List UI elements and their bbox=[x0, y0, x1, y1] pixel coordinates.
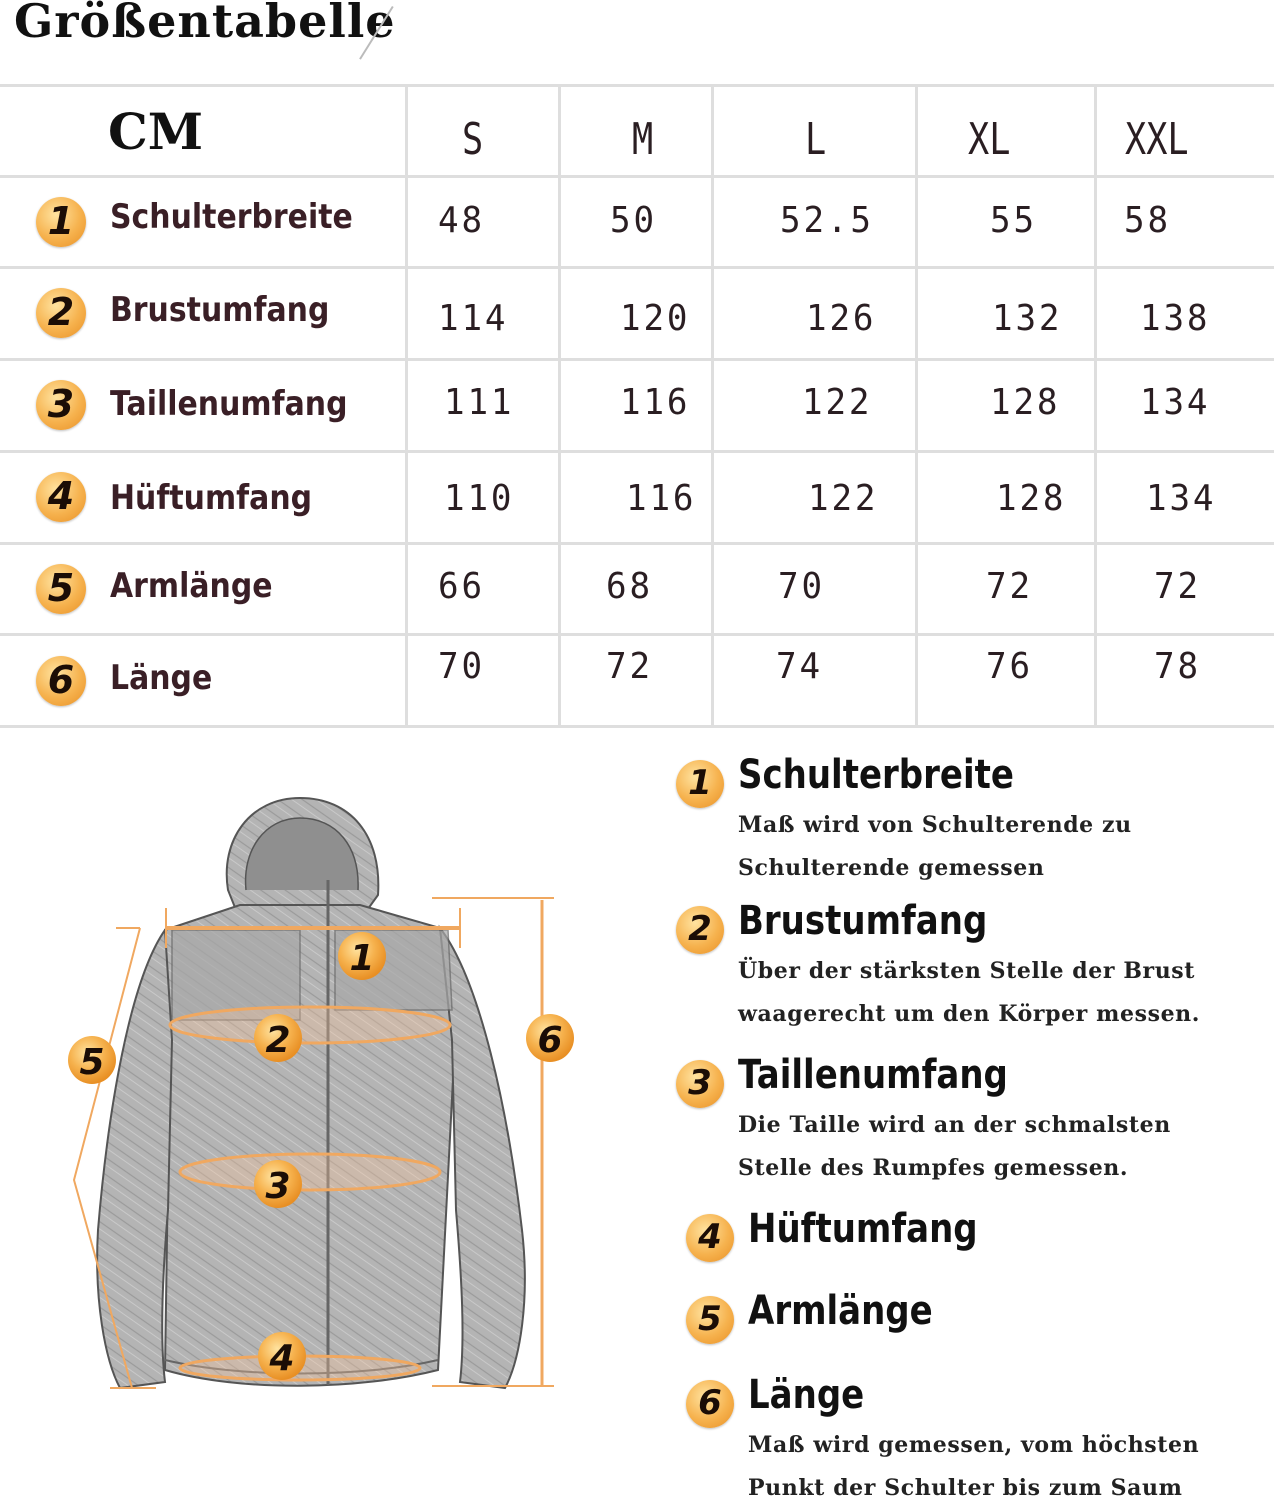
table-cell: 72 bbox=[1154, 566, 1201, 607]
table-cell: 111 bbox=[444, 382, 515, 423]
table-cell: 126 bbox=[806, 298, 877, 339]
number-badge-icon: 1 bbox=[676, 760, 724, 808]
svg-text:3: 3 bbox=[265, 1166, 291, 1207]
number-badge-icon: 2 bbox=[36, 288, 86, 338]
table-cell: 74 bbox=[776, 646, 823, 687]
row-label-schulterbreite: Schulterbreite bbox=[110, 197, 353, 237]
size-header-xxl: XXL bbox=[1125, 114, 1189, 165]
size-header-s: S bbox=[462, 114, 484, 165]
row-label-hueftumfang: Hüftumfang bbox=[110, 478, 313, 518]
svg-text:6: 6 bbox=[537, 1020, 563, 1061]
table-cell: 110 bbox=[444, 478, 515, 519]
size-table bbox=[0, 84, 1274, 728]
number-badge-icon: 5 bbox=[36, 564, 86, 614]
marker-4 bbox=[258, 1332, 306, 1380]
legend-title: Armlänge bbox=[748, 1288, 933, 1334]
table-rule bbox=[0, 633, 1274, 636]
legend-item-brustumfang bbox=[676, 898, 1266, 1028]
row-label-armlaenge: Armlänge bbox=[110, 566, 273, 606]
number-badge-icon: 6 bbox=[36, 656, 86, 706]
svg-text:1: 1 bbox=[349, 938, 375, 979]
marker-3 bbox=[254, 1160, 302, 1208]
table-cell: 72 bbox=[986, 566, 1033, 607]
table-rule bbox=[0, 266, 1274, 269]
table-cell: 132 bbox=[992, 298, 1063, 339]
table-cell: 128 bbox=[990, 382, 1061, 423]
jacket-illustration bbox=[60, 780, 600, 1420]
legend-item-armlaenge bbox=[686, 1288, 1274, 1348]
number-badge-icon: 4 bbox=[686, 1214, 734, 1262]
table-cell: 50 bbox=[610, 200, 657, 241]
number-badge-icon: 3 bbox=[36, 380, 86, 430]
row-label-taillenumfang: Taillenumfang bbox=[110, 384, 348, 424]
table-cell: 122 bbox=[802, 382, 873, 423]
table-rule bbox=[711, 84, 714, 728]
marker-2 bbox=[254, 1014, 302, 1062]
table-cell: 48 bbox=[438, 200, 485, 241]
row-label-laenge: Länge bbox=[110, 658, 213, 698]
table-rule bbox=[0, 84, 1274, 87]
table-cell: 128 bbox=[996, 478, 1067, 519]
table-rule bbox=[0, 175, 1274, 178]
marker-1 bbox=[338, 932, 386, 980]
table-cell: 122 bbox=[808, 478, 879, 519]
table-rule bbox=[558, 84, 561, 728]
svg-text:4: 4 bbox=[269, 1338, 295, 1379]
size-header-m: M bbox=[632, 114, 654, 165]
legend-title: Schulterbreite bbox=[738, 752, 1014, 798]
table-cell: 55 bbox=[990, 200, 1037, 241]
table-cell: 134 bbox=[1140, 382, 1211, 423]
table-cell: 116 bbox=[626, 478, 697, 519]
table-cell: 52.5 bbox=[780, 200, 874, 241]
legend-item-laenge bbox=[686, 1372, 1274, 1500]
table-cell: 120 bbox=[620, 298, 691, 339]
number-badge-icon: 2 bbox=[676, 906, 724, 954]
legend-title: Taillenumfang bbox=[738, 1052, 1008, 1098]
number-badge-icon: 5 bbox=[686, 1296, 734, 1344]
jacket-illustration bbox=[60, 780, 600, 1420]
number-badge-icon: 4 bbox=[36, 472, 86, 522]
table-cell: 138 bbox=[1140, 298, 1211, 339]
legend-item-taillenumfang bbox=[676, 1052, 1266, 1182]
legend-description: Über der stärksten Stelle der Brust waagerecht um den Körper messen. bbox=[738, 958, 1201, 1027]
table-cell: 76 bbox=[986, 646, 1033, 687]
legend-description: Maß wird gemessen, vom höchsten Punkt der Schulter bis zum Saum bbox=[748, 1432, 1200, 1500]
size-header-l: L bbox=[805, 114, 827, 165]
number-badge-icon: 3 bbox=[676, 1060, 724, 1108]
number-badge-icon: 1 bbox=[36, 197, 86, 247]
table-cell: 78 bbox=[1154, 646, 1201, 687]
page-title: Größentabelle bbox=[14, 0, 396, 48]
row-label-brustumfang: Brustumfang bbox=[110, 290, 330, 330]
table-rule bbox=[915, 84, 918, 728]
table-cell: 116 bbox=[620, 382, 691, 423]
table-rule bbox=[0, 450, 1274, 453]
marker-5 bbox=[68, 1036, 116, 1084]
table-rule bbox=[405, 84, 408, 728]
legend-description: Die Taille wird an der schmalsten Stelle des Rumpfes gemessen. bbox=[738, 1112, 1171, 1181]
table-cell: 66 bbox=[438, 566, 485, 607]
marker-6 bbox=[526, 1014, 574, 1062]
legend-item-hueftumfang bbox=[686, 1206, 1274, 1266]
table-rule bbox=[0, 725, 1274, 728]
legend-title: Hüftumfang bbox=[748, 1206, 978, 1252]
number-badge-icon: 6 bbox=[686, 1380, 734, 1428]
svg-text:2: 2 bbox=[265, 1020, 291, 1061]
table-cell: 70 bbox=[778, 566, 825, 607]
unit-label: CM bbox=[108, 102, 204, 161]
table-cell: 134 bbox=[1146, 478, 1217, 519]
legend-title: Länge bbox=[748, 1372, 865, 1418]
legend-item-schulterbreite bbox=[676, 752, 1266, 882]
size-header-xl: XL bbox=[968, 114, 1011, 165]
table-cell: 72 bbox=[606, 646, 653, 687]
table-rule bbox=[1094, 84, 1097, 728]
table-cell: 114 bbox=[438, 298, 509, 339]
table-cell: 68 bbox=[606, 566, 653, 607]
measurement-legend bbox=[676, 748, 1266, 1500]
svg-text:5: 5 bbox=[79, 1042, 105, 1083]
table-cell: 58 bbox=[1124, 200, 1171, 241]
table-rule bbox=[0, 358, 1274, 361]
legend-description: Maß wird von Schulterende zu Schulterende gemessen bbox=[738, 812, 1132, 881]
table-cell: 70 bbox=[438, 646, 485, 687]
legend-title: Brustumfang bbox=[738, 898, 988, 944]
table-rule bbox=[0, 542, 1274, 545]
